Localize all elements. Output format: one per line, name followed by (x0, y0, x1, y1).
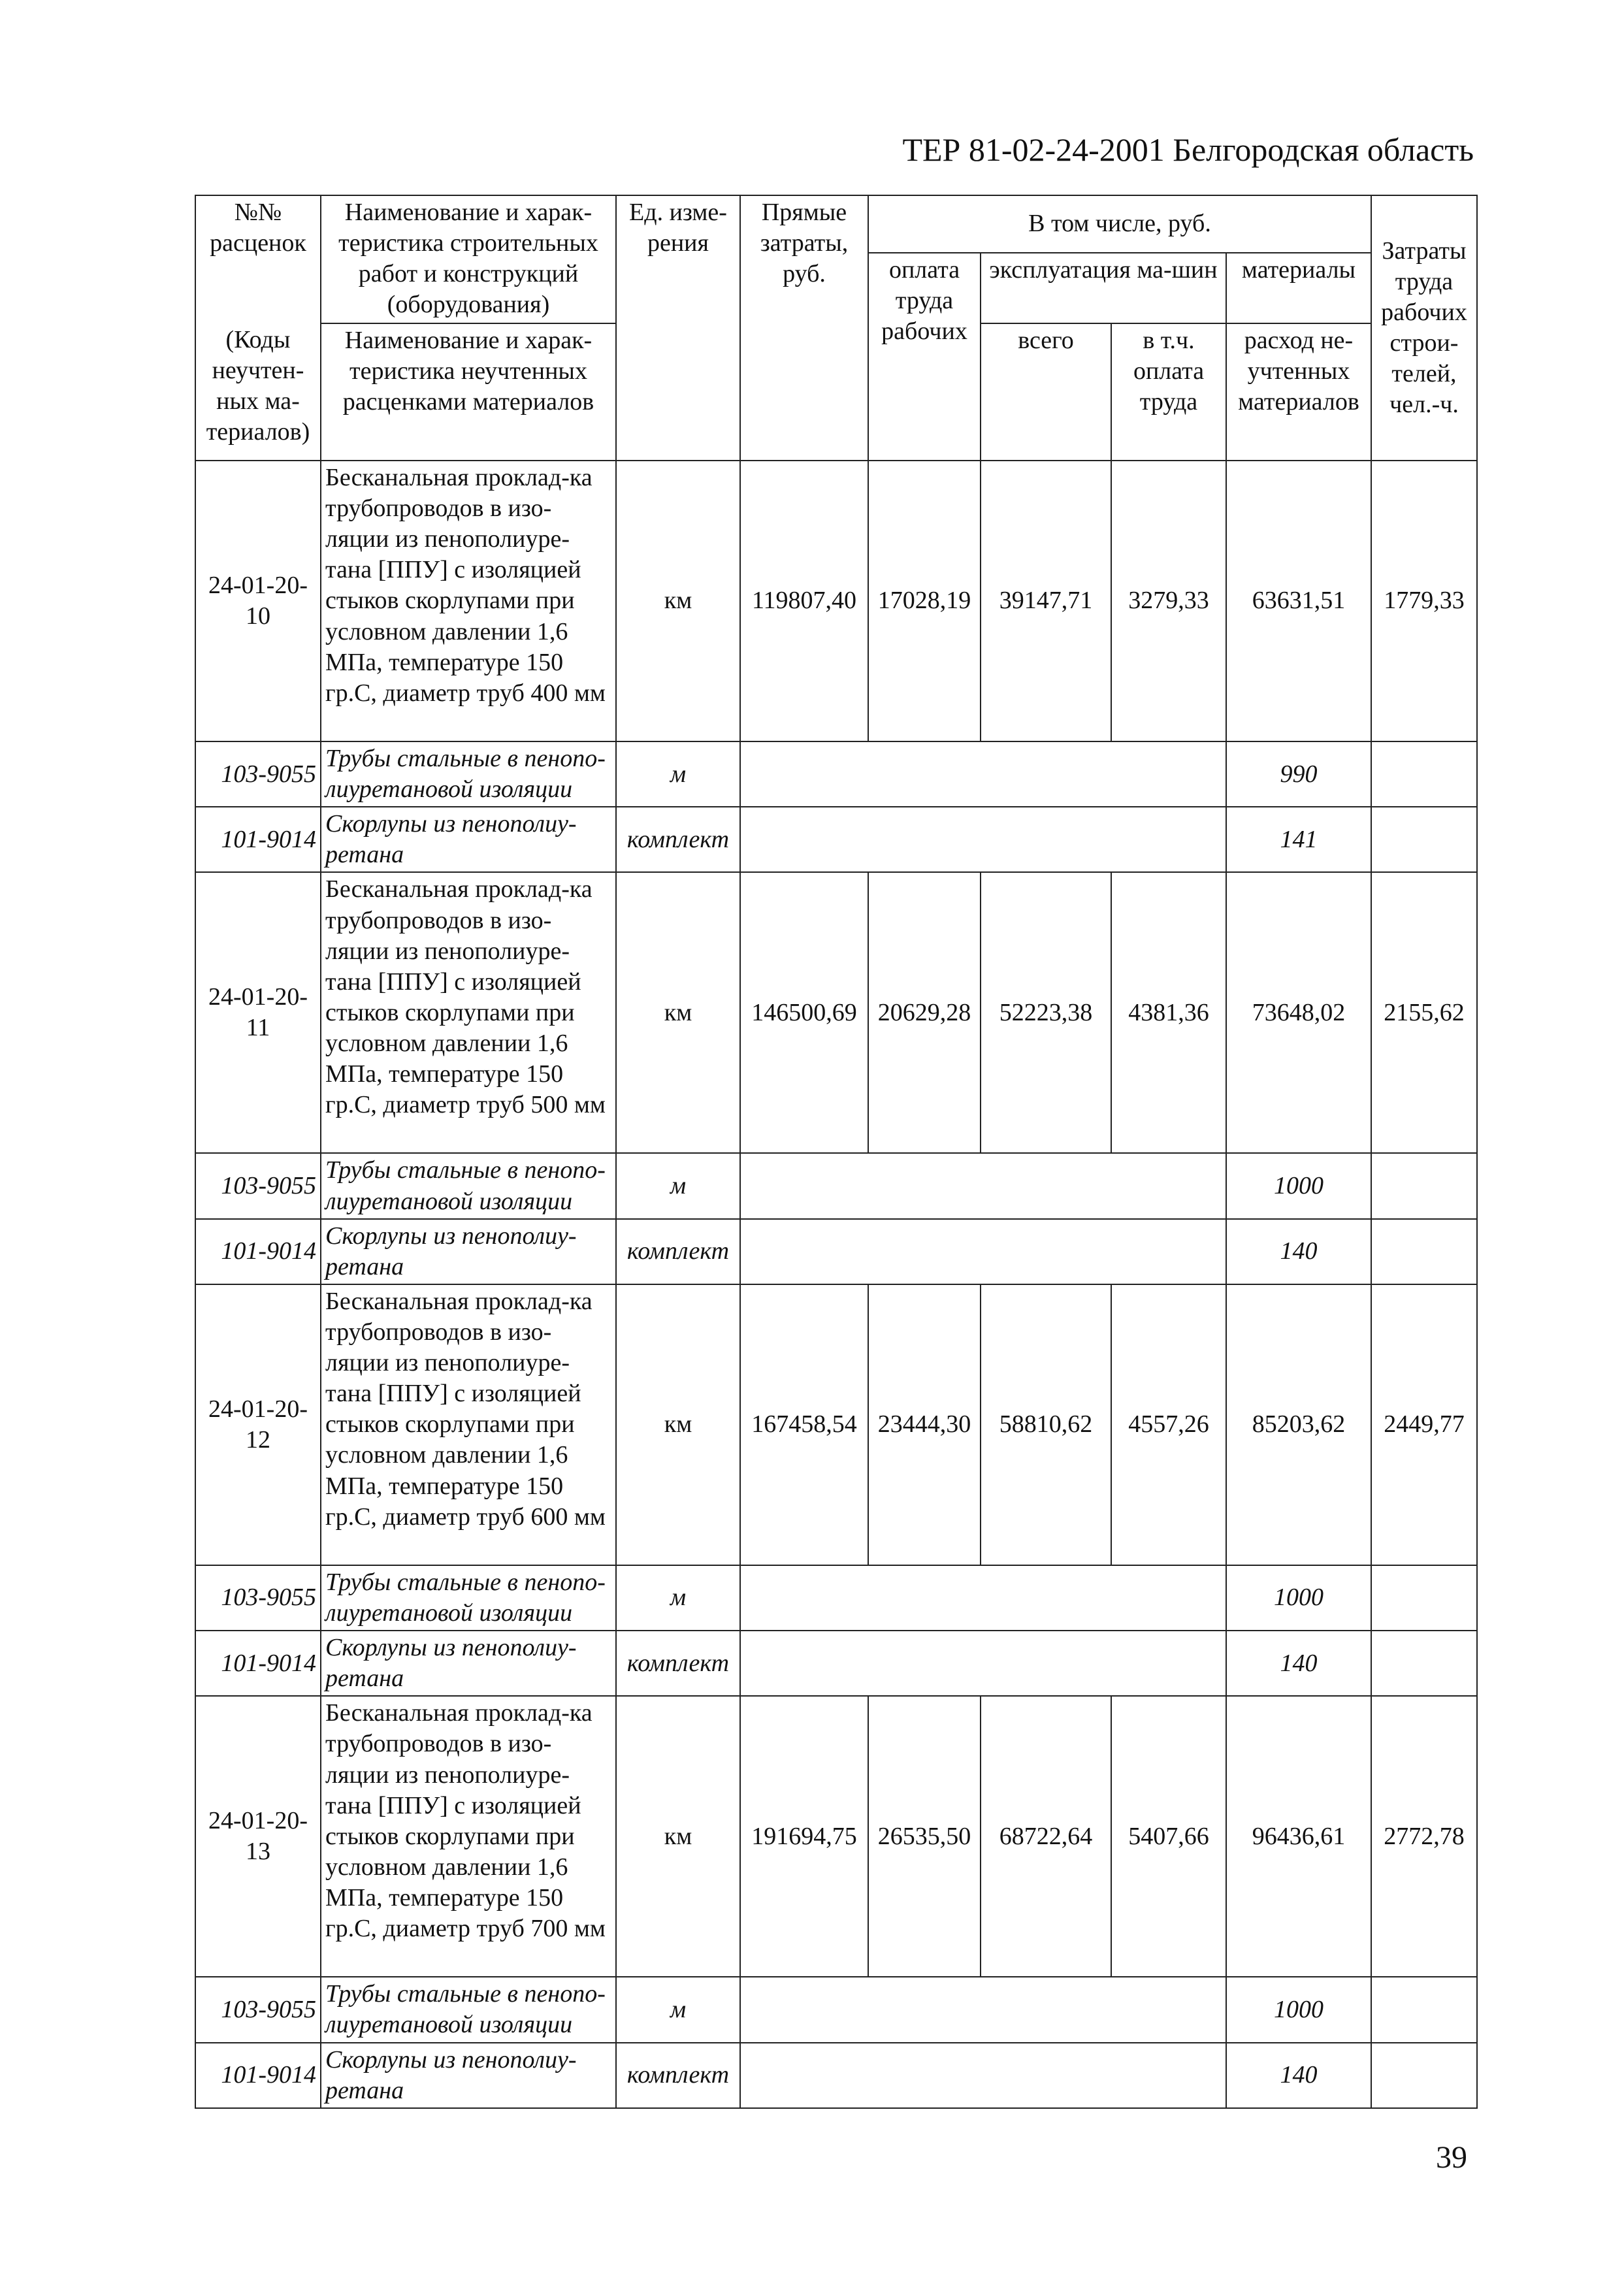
material-unit: комплект (616, 1219, 740, 1284)
material-labor-blank (1371, 1219, 1477, 1284)
material-row (195, 807, 1477, 872)
header-labor-costs: Затраты труда рабочих строи-телей, чел.-ч. (1371, 195, 1477, 461)
material-unit: комплект (616, 1631, 740, 1696)
rate-materials: 96436,61 (1226, 1696, 1371, 1977)
header-materials-alt: расход не-учтенных материалов (1226, 323, 1371, 461)
material-name: Скорлупы из пенополиу-ретана (321, 807, 616, 872)
material-row (195, 1977, 1477, 2042)
rate-name: Бесканальная проклад-ка трубопроводов в изо-ляции из пенополиуре-тана [ППУ] с изоляцией стыков скорлупами при условном давлении 1,6 МПа, температуре 150 гр.С, диаметр труб 600 мм (321, 1284, 616, 1565)
table-row (195, 1284, 1477, 1565)
header-direct-costs: Прямые затраты, руб. (740, 195, 868, 461)
rate-unit: км (616, 461, 740, 741)
rate-labor-costs: 1779,33 (1371, 461, 1477, 741)
rate-name: Бесканальная проклад-ка трубопроводов в изо-ляции из пенополиуре-тана [ППУ] с изоляцией стыков скорлупами при условном давлении 1,6 МПа, температуре 150 гр.С, диаметр труб 700 мм (321, 1696, 616, 1977)
rate-labor-costs: 2155,62 (1371, 872, 1477, 1153)
rate-machines-total: 52223,38 (981, 872, 1111, 1153)
material-qty: 140 (1226, 1219, 1371, 1284)
table-row (195, 461, 1477, 741)
rate-machines-total: 39147,71 (981, 461, 1111, 741)
material-row (195, 1219, 1477, 1284)
rate-machines-labor: 4557,26 (1111, 1284, 1226, 1565)
rate-labor-costs: 2772,78 (1371, 1696, 1477, 1977)
table-row (195, 872, 1477, 1153)
material-labor-blank (1371, 1565, 1477, 1631)
material-blank (740, 1977, 1226, 2042)
rate-machines-labor: 4381,36 (1111, 872, 1226, 1153)
material-unit: комплект (616, 2043, 740, 2108)
material-unit: м (616, 1565, 740, 1631)
material-blank (740, 1565, 1226, 1631)
rate-name: Бесканальная проклад-ка трубопроводов в изо-ляции из пенополиуре-тана [ППУ] с изоляцией стыков скорлупами при условном давлении 1,6 МПа, температуре 150 гр.С, диаметр труб 400 мм (321, 461, 616, 741)
rate-machines-labor: 3279,33 (1111, 461, 1226, 741)
material-labor-blank (1371, 741, 1477, 807)
rate-direct-costs: 119807,40 (740, 461, 868, 741)
rate-name: Бесканальная проклад-ка трубопроводов в изо-ляции из пенополиуре-тана [ППУ] с изоляцией стыков скорлупами при условном давлении 1,6 МПа, температуре 150 гр.С, диаметр труб 500 мм (321, 872, 616, 1153)
header-machines: эксплуатация ма-шин (981, 253, 1226, 323)
material-row (195, 741, 1477, 807)
header-code-alt: (Коды неучтен-ных ма-териалов) (195, 323, 321, 461)
material-labor-blank (1371, 1153, 1477, 1218)
material-blank (740, 741, 1226, 807)
header-unit: Ед. изме-рения (616, 195, 740, 461)
material-name: Трубы стальные в пенопо-лиуретановой изоляции (321, 1153, 616, 1218)
header-machines-labor: в т.ч. оплата труда (1111, 323, 1226, 461)
rate-unit: км (616, 872, 740, 1153)
rate-materials: 85203,62 (1226, 1284, 1371, 1565)
material-blank (740, 1219, 1226, 1284)
material-row (195, 1565, 1477, 1631)
material-code: 103-9055 (195, 1153, 321, 1218)
material-name: Трубы стальные в пенопо-лиуретановой изоляции (321, 1977, 616, 2042)
material-name: Трубы стальные в пенопо-лиуретановой изоляции (321, 741, 616, 807)
material-row (195, 2043, 1477, 2108)
rate-labor-pay: 17028,19 (868, 461, 981, 741)
rate-machines-total: 68722,64 (981, 1696, 1111, 1977)
rate-machines-total: 58810,62 (981, 1284, 1111, 1565)
rate-code: 24-01-20-10 (195, 461, 321, 741)
material-unit: м (616, 1153, 740, 1218)
material-code: 103-9055 (195, 1565, 321, 1631)
material-name: Скорлупы из пенополиу-ретана (321, 1631, 616, 1696)
material-qty: 990 (1226, 741, 1371, 807)
material-row (195, 1153, 1477, 1218)
header-including: В том числе, руб. (868, 195, 1371, 253)
material-blank (740, 807, 1226, 872)
rate-machines-labor: 5407,66 (1111, 1696, 1226, 1977)
material-unit: м (616, 1977, 740, 2042)
material-qty: 141 (1226, 807, 1371, 872)
document-header: ТЕР 81-02-24-2001 Белгородская область (902, 131, 1474, 168)
material-labor-blank (1371, 2043, 1477, 2108)
header-name-alt: Наименование и харак-теристика неучтенных расценками материалов (321, 323, 616, 461)
material-code: 103-9055 (195, 1977, 321, 2042)
material-code: 101-9014 (195, 2043, 321, 2108)
material-qty: 1000 (1226, 1153, 1371, 1218)
material-name: Трубы стальные в пенопо-лиуретановой изоляции (321, 1565, 616, 1631)
material-blank (740, 1153, 1226, 1218)
rate-unit: км (616, 1284, 740, 1565)
rate-labor-pay: 20629,28 (868, 872, 981, 1153)
material-code: 101-9014 (195, 1631, 321, 1696)
header-materials: материалы (1226, 253, 1371, 323)
rate-materials: 63631,51 (1226, 461, 1371, 741)
material-blank (740, 1631, 1226, 1696)
header-machines-total: всего (981, 323, 1111, 461)
rate-code: 24-01-20-11 (195, 872, 321, 1153)
rate-direct-costs: 167458,54 (740, 1284, 868, 1565)
rate-materials: 73648,02 (1226, 872, 1371, 1153)
header-name-main: Наименование и харак-теристика строительных работ и конструкций (оборудования) (321, 195, 616, 323)
rate-code: 24-01-20-12 (195, 1284, 321, 1565)
rate-direct-costs: 191694,75 (740, 1696, 868, 1977)
material-labor-blank (1371, 1977, 1477, 2042)
material-code: 101-9014 (195, 1219, 321, 1284)
page-number: 39 (1436, 2140, 1467, 2175)
material-name: Скорлупы из пенополиу-ретана (321, 1219, 616, 1284)
material-row (195, 1631, 1477, 1696)
material-unit: комплект (616, 807, 740, 872)
material-unit: м (616, 741, 740, 807)
rates-table (195, 195, 1478, 2109)
material-blank (740, 2043, 1226, 2108)
material-labor-blank (1371, 1631, 1477, 1696)
header-code-line1: №№ (234, 199, 282, 226)
material-labor-blank (1371, 807, 1477, 872)
header-code-cell (195, 195, 321, 323)
material-qty: 140 (1226, 1631, 1371, 1696)
rate-unit: км (616, 1696, 740, 1977)
header-labor-pay: оплата труда рабочих (868, 253, 981, 461)
material-qty: 140 (1226, 2043, 1371, 2108)
rate-direct-costs: 146500,69 (740, 872, 868, 1153)
material-qty: 1000 (1226, 1565, 1371, 1631)
table-row (195, 1696, 1477, 1977)
material-name: Скорлупы из пенополиу-ретана (321, 2043, 616, 2108)
material-code: 101-9014 (195, 807, 321, 872)
material-qty: 1000 (1226, 1977, 1371, 2042)
rate-labor-costs: 2449,77 (1371, 1284, 1477, 1565)
rate-labor-pay: 23444,30 (868, 1284, 981, 1565)
rate-code: 24-01-20-13 (195, 1696, 321, 1977)
material-code: 103-9055 (195, 741, 321, 807)
rate-labor-pay: 26535,50 (868, 1696, 981, 1977)
header-code-line2: расценок (210, 229, 306, 257)
